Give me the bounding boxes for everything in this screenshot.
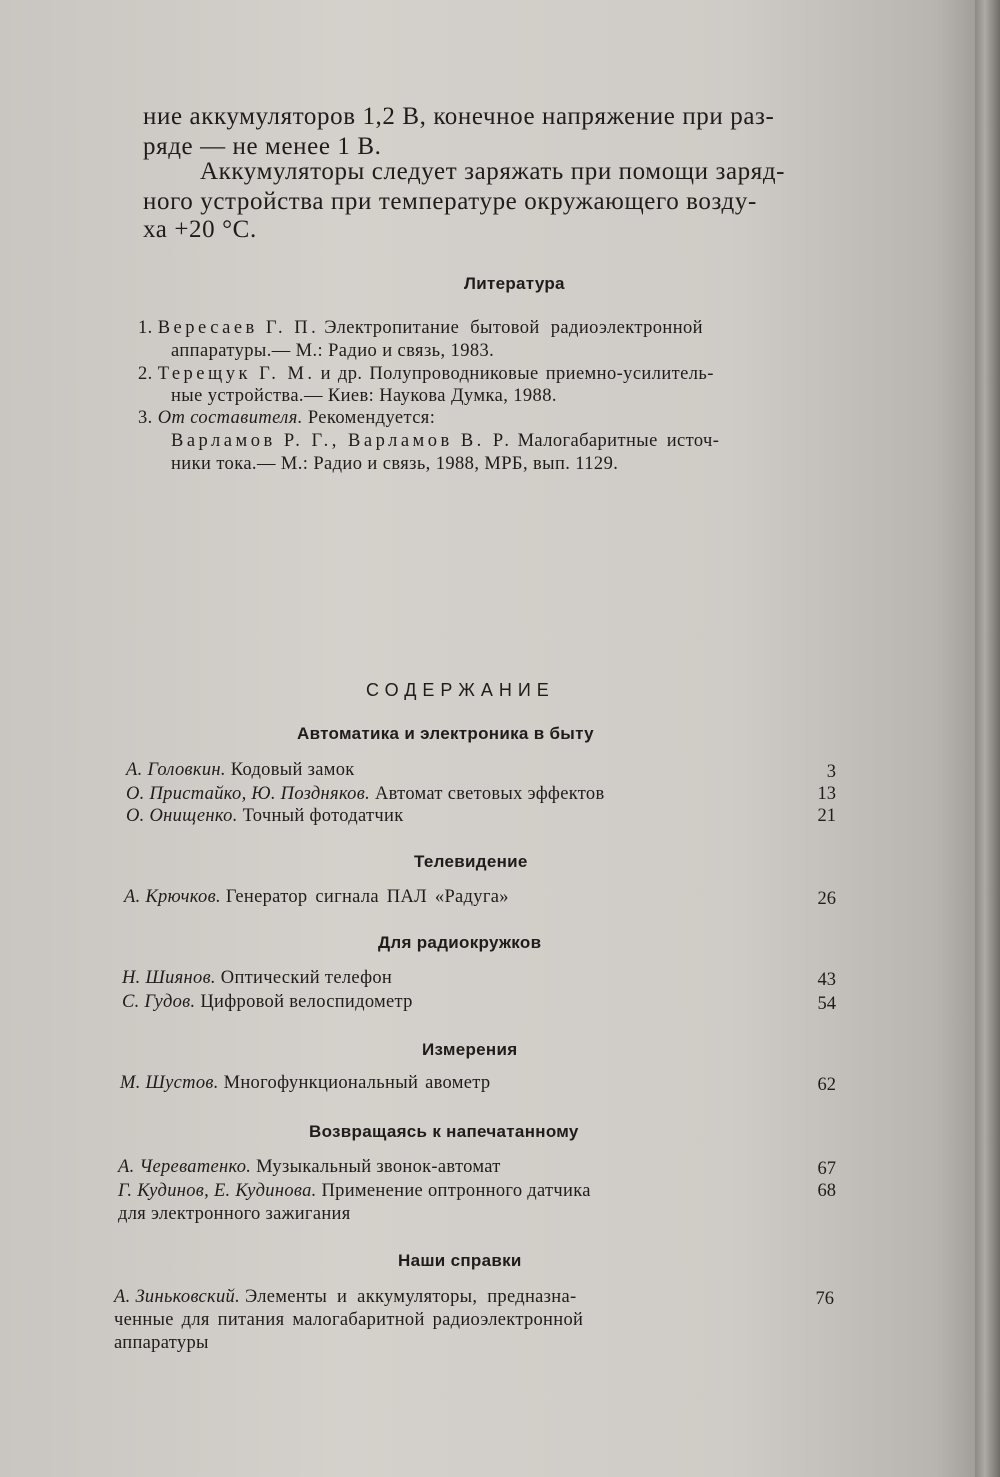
toc-title: Автомат световых эффектов [374,784,605,804]
toc-author: С. Гудов. [122,992,196,1012]
toc-title: Генератор сигнала ПАЛ «Радуга» [225,887,509,907]
toc-author: А. Череватенко. [118,1157,252,1177]
literature-number: 3. [138,408,153,428]
toc-page-number: 26 [817,889,836,909]
literature-heading: Литература [464,274,565,293]
toc-page-number: 21 [817,806,836,826]
toc-author: О. Пристайко, Ю. Поздняков. [126,784,370,804]
literature-title: Электропитание бытовой радиоэлектронной [324,318,703,338]
section-heading: Для радиокружков [378,933,542,952]
toc-title: Многофункциональный авометр [223,1073,491,1093]
intro-line: Аккумуляторы следует заряжать при помощи заряд- [200,158,786,185]
toc-author: А. Зиньковский. [114,1287,241,1307]
toc-author: Г. Кудинов, Е. Кудинова. [118,1181,317,1201]
section-heading: Измерения [422,1040,518,1059]
toc-title: Музыкальный звонок-автомат [256,1157,501,1177]
intro-line: ха +20 °С. [143,216,257,243]
toc-page-number: 54 [817,994,836,1014]
literature-number: 2. [138,364,153,384]
toc-entry [126,806,404,827]
literature-note-rest: Рекомендуется: [307,408,436,428]
literature-author: Вересаев Г. П. [157,318,320,338]
toc-author: А. Головкин. [126,760,226,780]
section-heading: Возвращаясь к напечатанному [309,1122,579,1141]
literature-number: 1. [138,318,153,338]
intro-line: ного устройства при температуре окружающего возду- [143,188,757,215]
toc-entry [118,1181,591,1202]
literature-line: ники тока.— М.: Радио и связь, 1988, МРБ, вып. 1129. [171,454,619,474]
toc-author: Н. Шиянов. [122,968,216,988]
literature-note: От составителя. [157,408,303,428]
literature-line: ные устройства.— Киев: Наукова Думка, 1988. [171,386,557,406]
intro-line: ряде — не менее 1 В. [143,133,382,160]
toc-page-number: 68 [817,1181,836,1201]
toc-title: Оптический телефон [220,968,393,988]
literature-author: Варламов Р. Г., Варламов В. Р. [171,431,513,451]
toc-title-continued: ченные для питания малогабаритной радиоэлектронной [114,1310,584,1330]
literature-item [138,318,703,339]
toc-title-continued: аппаратуры [114,1333,209,1353]
literature-author: Терещук Г. М. [157,364,316,384]
toc-page-number: 76 [815,1289,834,1309]
literature-line: аппаратуры.— М.: Радио и связь, 1983. [171,341,495,361]
toc-entry [126,784,605,805]
literature-item [138,364,714,385]
contents-title: СОДЕРЖАНИЕ [366,680,555,700]
toc-title: Применение оптронного датчика [321,1181,591,1201]
toc-page-number: 43 [817,970,836,990]
toc-author: О. Онищенко. [126,806,238,826]
toc-author: М. Шустов. [120,1073,219,1093]
intro-line: ние аккумуляторов 1,2 В, конечное напряжение при раз- [143,103,775,130]
toc-title: Элементы и аккумуляторы, предназна- [244,1287,577,1307]
toc-entry [122,968,392,989]
toc-title: Кодовый замок [230,760,355,780]
toc-entry [118,1157,501,1178]
toc-title: Цифровой велоспидометр [200,992,413,1012]
literature-title: Малогабаритные источ- [517,431,720,451]
toc-page-number: 67 [817,1159,836,1179]
toc-title: Точный фотодатчик [242,806,404,826]
toc-page-number: 62 [817,1075,836,1095]
toc-page-number: 13 [817,784,836,804]
toc-page-number: 3 [826,762,836,782]
literature-item [171,431,719,452]
toc-entry [126,760,355,781]
toc-entry [120,1073,490,1094]
literature-item [138,408,435,429]
section-heading: Телевидение [414,852,528,871]
literature-title: и др. Полупроводниковые приемно-усилитель- [320,364,714,384]
section-heading: Наши справки [398,1251,522,1270]
toc-entry [122,992,413,1013]
toc-entry [124,887,509,908]
toc-title-continued: для электронного зажигания [118,1204,351,1224]
toc-entry [114,1287,576,1308]
book-spine [975,0,1000,1477]
section-heading: Автоматика и электроника в быту [297,724,594,743]
toc-author: А. Крючков. [124,887,221,907]
